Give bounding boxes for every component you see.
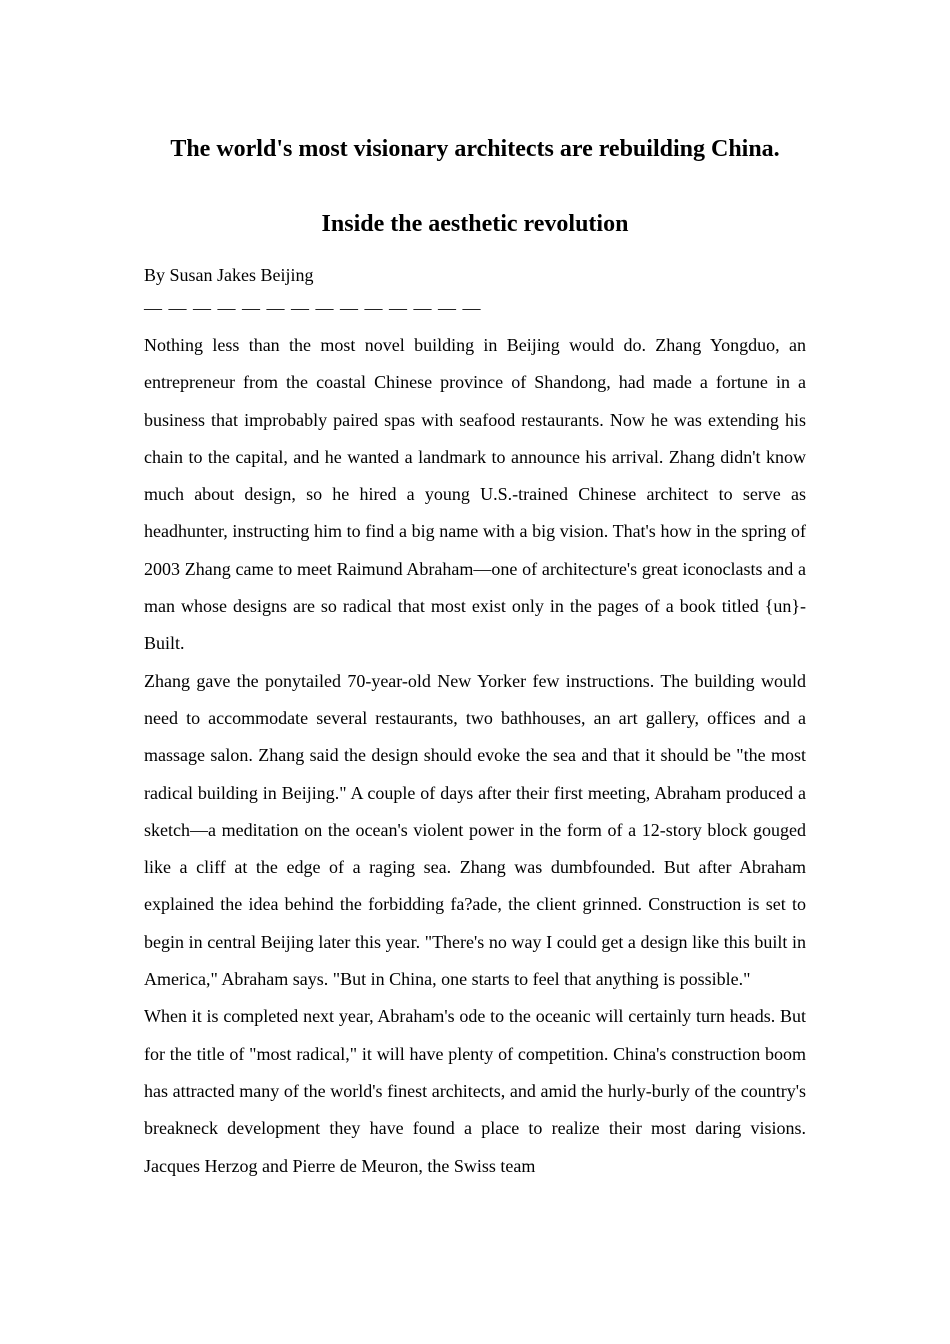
article-subtitle: Inside the aesthetic revolution — [321, 211, 629, 237]
article-title: The world's most visionary architects are rebuilding China. — [170, 136, 780, 162]
paragraph: Nothing less than the most novel building in Beijing would do. Zhang Yongduo, an entrepreneur from the coastal Chinese province of Shandong, had made a fortune in a business that improbably paired spas with seafood restaurants. Now he was extending his chain to the capital, and he wanted a landmark to announce his arrival. Zhang didn't know much about design, so he hired a young U.S.-trained Chinese architect to serve as headhunter, instructing him to find a big name with a big vision. That's how in the spring of 2003 Zhang came to meet Raimund Abraham—one of architecture's great iconoclasts and a man whose designs are so radical that most exist only in the pages of a book titled {un}-Built. — [144, 335, 806, 654]
byline: By Susan Jakes Beijing — [144, 265, 314, 285]
article-body — [144, 327, 806, 1185]
paragraph: Zhang gave the ponytailed 70-year-old New Yorker few instructions. The building would need to accommodate several restaurants, two bathhouses, an art gallery, offices and a massage salon. Zhang said the design should evoke the sea and that it should be "the most radical building in Beijing." A couple of days after their first meeting, Abraham produced a sketch—a meditation on the ocean's violent power in the form of a 12-story block gouged like a cliff at the edge of a raging sea. Zhang was dumbfounded. But after Abraham explained the idea behind the forbidding fa?ade, the client grinned. Construction is set to begin in central Beijing later this year. "There's no way I could get a design like this built in America," Abraham says. "But in China, one starts to feel that anything is possible." — [144, 670, 806, 990]
paragraph: When it is completed next year, Abraham's ode to the oceanic will certainly turn heads. But for the title of "most radical," it will have plenty of competition. China's construction boom has attracted many of the world's finest architects, and amid the hurly-burly of the country's breakneck development they have found a place to realize their most daring visions. Jacques Herzog and Pierre de Meuron, the Swiss team — [144, 1006, 806, 1176]
divider-line: — — — — — — — — — — — — — — — [144, 298, 482, 318]
